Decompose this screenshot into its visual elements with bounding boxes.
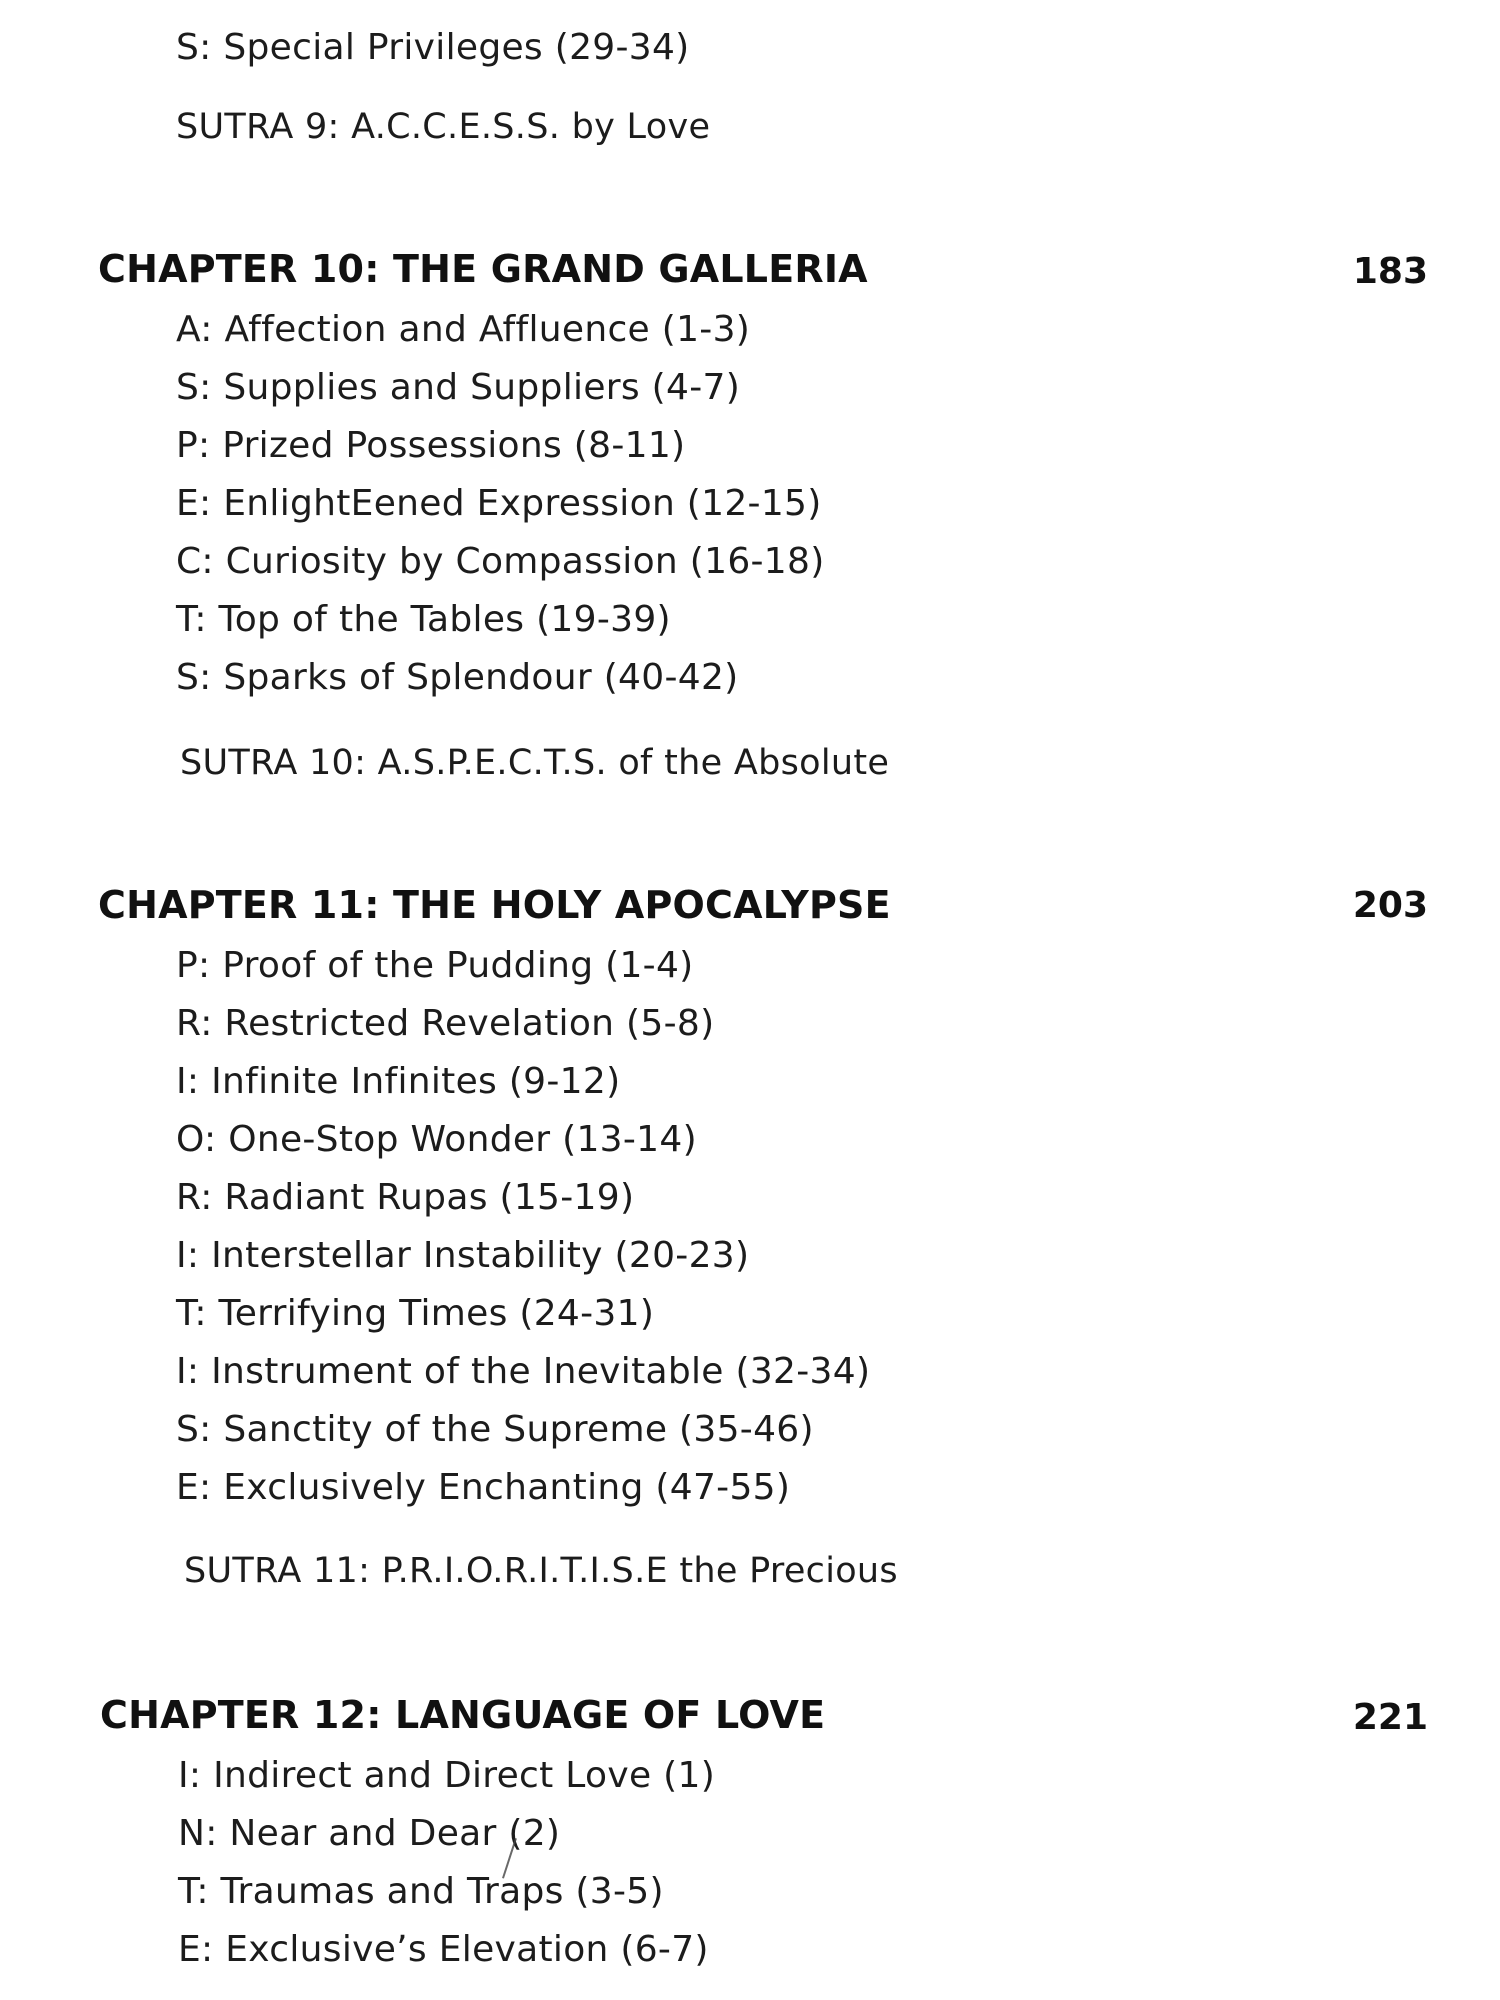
entry-code: C: xyxy=(176,541,214,582)
entry-title: Exclusively Enchanting (47-55) xyxy=(223,1467,791,1508)
toc-entry xyxy=(176,1119,697,1160)
toc-entry xyxy=(176,599,671,640)
toc-entry xyxy=(176,27,690,68)
sutra-line: SUTRA 9: A.C.C.E.S.S. by Love xyxy=(176,107,711,147)
chapter-page-number: 203 xyxy=(1352,885,1428,926)
entry-code: R: xyxy=(176,1003,213,1044)
entry-title: One-Stop Wonder (13-14) xyxy=(228,1119,697,1160)
toc-entry xyxy=(178,1929,709,1970)
entry-code: O: xyxy=(176,1119,217,1160)
toc-entry xyxy=(176,1467,791,1508)
entry-title: Special Privileges (29-34) xyxy=(223,27,690,68)
entry-code: E: xyxy=(178,1929,214,1970)
entry-title: Restricted Revelation (5-8) xyxy=(224,1003,715,1044)
toc-entry xyxy=(176,1061,621,1102)
toc-entry xyxy=(178,1871,664,1912)
toc-entry xyxy=(176,1003,715,1044)
entry-code: P: xyxy=(176,425,211,466)
toc-entry xyxy=(176,541,825,582)
entry-code: P: xyxy=(176,945,211,986)
entry-title: Curiosity by Compassion (16-18) xyxy=(225,541,825,582)
entry-title: Supplies and Suppliers (4-7) xyxy=(223,367,741,408)
toc-entry xyxy=(176,309,751,350)
entry-code: I: xyxy=(178,1755,202,1796)
chapter-page-number: 183 xyxy=(1352,251,1428,292)
toc-entry xyxy=(178,1755,716,1796)
entry-code: T: xyxy=(176,1293,207,1334)
entry-title: Interstellar Instability (20-23) xyxy=(211,1235,750,1276)
chapter-title: CHAPTER 12: LANGUAGE OF LOVE xyxy=(100,1693,826,1737)
entry-code: I: xyxy=(176,1061,200,1102)
entry-code: R: xyxy=(176,1177,213,1218)
chapter-title: CHAPTER 10: THE GRAND GALLERIA xyxy=(98,247,868,291)
entry-title: Traumas and Traps (3-5) xyxy=(220,1871,664,1912)
entry-code: A: xyxy=(176,309,213,350)
toc-entry xyxy=(176,657,739,698)
entry-title: Affection and Affluence (1-3) xyxy=(224,309,751,350)
sutra-line: SUTRA 10: A.S.P.E.C.T.S. of the Absolute xyxy=(180,743,890,783)
entry-code: T: xyxy=(176,599,207,640)
toc-entry xyxy=(176,1293,655,1334)
toc-entry xyxy=(176,367,741,408)
toc-entry xyxy=(176,425,686,466)
entry-title: Prized Possessions (8-11) xyxy=(222,425,686,466)
entry-code: S: xyxy=(176,1409,212,1450)
toc-entry xyxy=(176,1177,635,1218)
chapter-title: CHAPTER 11: THE HOLY APOCALYPSE xyxy=(98,883,891,927)
entry-code: I: xyxy=(176,1351,200,1392)
toc-entry xyxy=(176,945,694,986)
entry-title: Terrifying Times (24-31) xyxy=(218,1293,655,1334)
entry-code: N: xyxy=(178,1813,218,1854)
entry-title: Sanctity of the Supreme (35-46) xyxy=(223,1409,814,1450)
entry-title: Instrument of the Inevitable (32-34) xyxy=(211,1351,871,1392)
entry-title: EnlightEened Expression (12-15) xyxy=(223,483,822,524)
toc-entry xyxy=(176,483,822,524)
sutra-line: SUTRA 11: P.R.I.O.R.I.T.I.S.E the Precious xyxy=(184,1551,898,1591)
toc-entry xyxy=(176,1409,814,1450)
toc-entry xyxy=(176,1235,750,1276)
toc-entry xyxy=(176,1351,871,1392)
entry-code: S: xyxy=(176,27,212,68)
entry-title: Indirect and Direct Love (1) xyxy=(213,1755,716,1796)
entry-code: E: xyxy=(176,1467,212,1508)
toc-entry xyxy=(178,1813,561,1854)
entry-title: Proof of the Pudding (1-4) xyxy=(222,945,694,986)
entry-code: I: xyxy=(176,1235,200,1276)
entry-code: S: xyxy=(176,657,212,698)
entry-title: Top of the Tables (19-39) xyxy=(218,599,671,640)
entry-code: E: xyxy=(176,483,212,524)
entry-title: Exclusive’s Elevation (6-7) xyxy=(225,1929,709,1970)
entry-title: Infinite Infinites (9-12) xyxy=(211,1061,621,1102)
entry-code: S: xyxy=(176,367,212,408)
entry-code: T: xyxy=(178,1871,209,1912)
entry-title: Radiant Rupas (15-19) xyxy=(224,1177,635,1218)
chapter-page-number: 221 xyxy=(1352,1697,1428,1738)
entry-title: Near and Dear (2) xyxy=(229,1813,561,1854)
entry-title: Sparks of Splendour (40-42) xyxy=(223,657,739,698)
